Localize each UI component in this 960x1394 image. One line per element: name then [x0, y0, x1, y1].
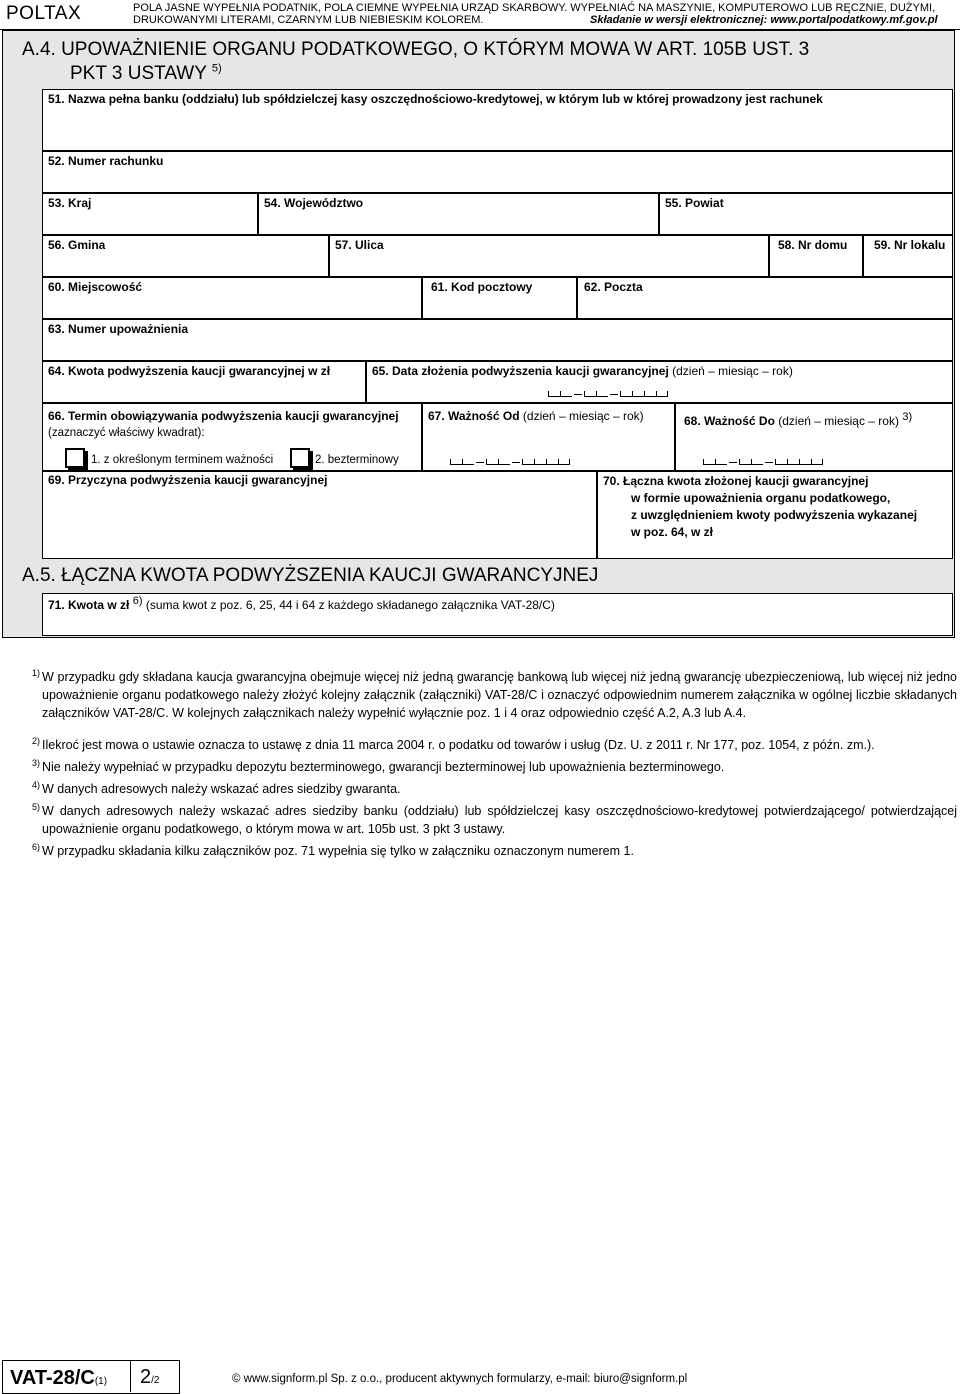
form-code-variant: (1) — [94, 1376, 108, 1387]
field-70-label-line3: z uwzględnieniem kwoty podwyższenia wykazanej — [631, 508, 918, 522]
section-a4-title-line1: A.4. UPOWAŻNIENIE ORGANU PODATKOWEGO, O KTÓRYM MOWA W ART. 105B UST. 3 — [22, 39, 810, 60]
field-69-label: 69. Przyczyna podwyższenia kaucji gwarancyjnej — [48, 473, 328, 487]
brand-logo: POLTAX — [6, 3, 82, 24]
field-60-label: 60. Miejscowość — [48, 280, 143, 294]
field-53-country[interactable] — [42, 193, 258, 235]
field-61-postal-code[interactable] — [422, 277, 577, 319]
footer-page-number — [140, 1366, 159, 1389]
footnote — [32, 802, 957, 838]
page-total: /2 — [151, 1375, 160, 1386]
footnote-number: 1) — [32, 668, 41, 678]
field-66-label: 66. Termin obowiązywania podwyższenia kaucji gwarancyjnej — [48, 409, 399, 423]
field-65-submission-date[interactable] — [366, 361, 953, 403]
footnote-text: W danych adresowych należy wskazać adres siedziby banku (oddziału) lub spółdzielczej kasy oszczędnościowo-kredytowej potwierdzającego/ potwierdzającej upoważnienie organu podatkowego, o którym mowa w art. 105b ust. 3 pkt 3 ustawy. — [42, 804, 957, 836]
field-68-valid-to[interactable] — [675, 403, 953, 471]
footnote-text: W przypadku składania kilku załączników poz. 71 wypełnia się tylko w załączniku oznaczonym numerem 1. — [42, 844, 634, 858]
field-66-instruction: (zaznaczyć właściwy kwadrat): — [48, 427, 205, 439]
field-57-label: 57. Ulica — [335, 238, 384, 252]
option-fixed-term-label: 1. z określonym terminem ważności — [91, 454, 274, 466]
footnote-number: 3) — [32, 758, 41, 768]
header-line1: POLA JASNE WYPEŁNIA PODATNIK, POLA CIEMNE WYPEŁNIA URZĄD SKARBOWY. WYPEŁNIAĆ NA MASZYNIE, KOMPUTEROWO LUB RĘCZNIE, DUŻYMI, — [133, 2, 936, 14]
field-62-post-office[interactable] — [577, 277, 953, 319]
field-58-house-number[interactable] — [769, 235, 863, 277]
field-55-county[interactable] — [659, 193, 953, 235]
page-current: 2 — [140, 1366, 152, 1388]
footnote-text: Ilekroć jest mowa o ustawie oznacza to ustawę z dnia 11 marca 2004 r. o podatku od towarów i usług (Dz. U. z 2011 r. Nr 177, poz. 1054, z późn. zm.). — [42, 738, 875, 752]
section-a4-title-text2: PKT 3 USTAWY — [70, 63, 207, 84]
field-55-label: 55. Powiat — [665, 196, 724, 210]
section-a5-title: A.5. ŁĄCZNA KWOTA PODWYŻSZENIA KAUCJI GWARANCYJNEJ — [22, 565, 599, 586]
field-56-municipality[interactable] — [42, 235, 329, 277]
field-69-reason[interactable] — [42, 471, 597, 559]
field-64-label: 64. Kwota podwyższenia kaucji gwarancyjnej w zł — [48, 364, 331, 378]
footnote-ref-6: 6) — [132, 595, 143, 607]
field-61-label: 61. Kod pocztowy — [431, 280, 533, 294]
footnote-number: 2) — [32, 736, 41, 746]
footnote-ref-3: 3) — [902, 411, 913, 423]
header-line2-left: DRUKOWANYMI LITERAMI, CZARNYM LUB NIEBIESKIM KOLOREM. — [133, 14, 484, 26]
field-56-label: 56. Gmina — [48, 238, 106, 252]
field-63-authorization-number[interactable] — [42, 319, 953, 361]
footnote-number: 5) — [32, 802, 41, 812]
footer-form-code — [10, 1367, 107, 1390]
footnotes — [32, 668, 957, 864]
field-65-label-format: (dzień – miesiąc – rok) — [672, 364, 793, 378]
header-line2-right: Składanie w wersji elektronicznej: www.portalpodatkowy.mf.gov.pl — [590, 14, 938, 26]
footnote — [32, 758, 957, 776]
field-67-valid-from[interactable] — [422, 403, 675, 471]
field-54-label: 54. Województwo — [264, 196, 364, 210]
field-64-amount[interactable] — [42, 361, 366, 403]
footnote-text: W przypadku gdy składana kaucja gwarancyjna obejmuje więcej niż jedną gwarancję bankową lub więcej niż jedną gwarancję ubezpieczeniową, lub więcej niż jedno upoważnienie organu podatkowego należy złożyć kolejny załącznik (załączniki) VAT-28/C i oznaczyć odpowiednim numerem załącznika w ogólnej liczbie składanych załączników VAT-28/C. W kolejnych załącznikach należy wypełnić wyłącznie poz. 1 i 4 oraz odpowiednio część A.2, A.3 lub A.4. — [42, 670, 957, 720]
field-63-label: 63. Numer upoważnienia — [48, 322, 189, 336]
field-54-voivodeship[interactable] — [258, 193, 659, 235]
footnote — [32, 736, 957, 754]
date-comb-65 — [548, 391, 668, 397]
field-51-label: 51. Nazwa pełna banku (oddziału) lub spółdzielczej kasy oszczędnościowo-kredytowej, w którym lub w której prowadzony jest rachunek — [48, 92, 823, 106]
field-67-label — [428, 409, 644, 423]
footnote-ref-5: 5) — [211, 62, 222, 75]
field-62-label: 62. Poczta — [584, 280, 643, 294]
field-68-label-format: (dzień – miesiąc – rok) — [778, 414, 899, 428]
footnote — [32, 668, 957, 722]
field-59-label: 59. Nr lokalu — [874, 238, 946, 252]
checkbox-fixed-term[interactable] — [65, 448, 85, 468]
field-71-total-amount[interactable] — [42, 593, 953, 636]
field-52-account-number[interactable] — [42, 151, 953, 193]
field-68-label — [684, 411, 913, 428]
field-67-label-bold: 67. Ważność Od — [428, 409, 520, 423]
footnote — [32, 842, 957, 860]
field-65-label — [372, 364, 793, 378]
field-58-label: 58. Nr domu — [778, 238, 848, 252]
field-66-validity-term — [42, 403, 422, 471]
section-a4-title-line2 — [22, 62, 809, 86]
field-53-label: 53. Kraj — [48, 196, 92, 210]
field-71-label-note: (suma kwot z poz. 6, 25, 44 i 64 z każdego składanego załącznika VAT-28/C) — [145, 598, 555, 612]
date-comb-68 — [703, 459, 823, 465]
footer-separator — [130, 1360, 131, 1392]
field-51-bank-name[interactable] — [42, 89, 953, 151]
checkbox-indefinite[interactable] — [290, 448, 310, 468]
date-comb-67 — [450, 459, 570, 465]
field-52-label: 52. Numer rachunku — [48, 154, 164, 168]
field-70-label — [603, 473, 917, 541]
field-57-street[interactable] — [329, 235, 769, 277]
field-71-label — [48, 595, 555, 612]
footnote-text: W danych adresowych należy wskazać adres siedziby gwaranta. — [42, 782, 401, 796]
field-71-label-bold: 71. Kwota w zł — [48, 598, 130, 612]
field-70-total-amount[interactable] — [597, 471, 953, 559]
field-59-apartment-number[interactable] — [863, 235, 953, 277]
footer-copyright: © www.signform.pl Sp. z o.o., producent aktywnych formularzy, e-mail: biuro@signform.pl — [232, 1373, 688, 1385]
form-code: VAT-28/C — [10, 1367, 95, 1389]
field-68-label-bold: 68. Ważność Do — [684, 414, 775, 428]
footnote-number: 6) — [32, 842, 41, 852]
field-65-label-bold: 65. Data złożenia podwyższenia kaucji gwarancyjnej — [372, 364, 669, 378]
footnote-number: 4) — [32, 780, 41, 790]
footnote — [32, 780, 957, 798]
field-70-label-line4: w poz. 64, w zł — [631, 525, 714, 539]
field-67-label-format: (dzień – miesiąc – rok) — [522, 409, 644, 423]
field-70-label-line1: 70. Łączna kwota złożonej kaucji gwarancyjnej — [603, 474, 869, 488]
footnote-text: Nie należy wypełniać w przypadku depozytu bezterminowego, gwarancji bezterminowej lub upoważnienia bezterminowego. — [42, 760, 725, 774]
header-eform — [590, 14, 955, 26]
field-60-locality[interactable] — [42, 277, 422, 319]
field-70-label-line2: w formie upoważnienia organu podatkowego, — [631, 491, 891, 505]
section-a4-title — [22, 38, 809, 86]
option-indefinite-label: 2. bezterminowy — [315, 454, 399, 466]
